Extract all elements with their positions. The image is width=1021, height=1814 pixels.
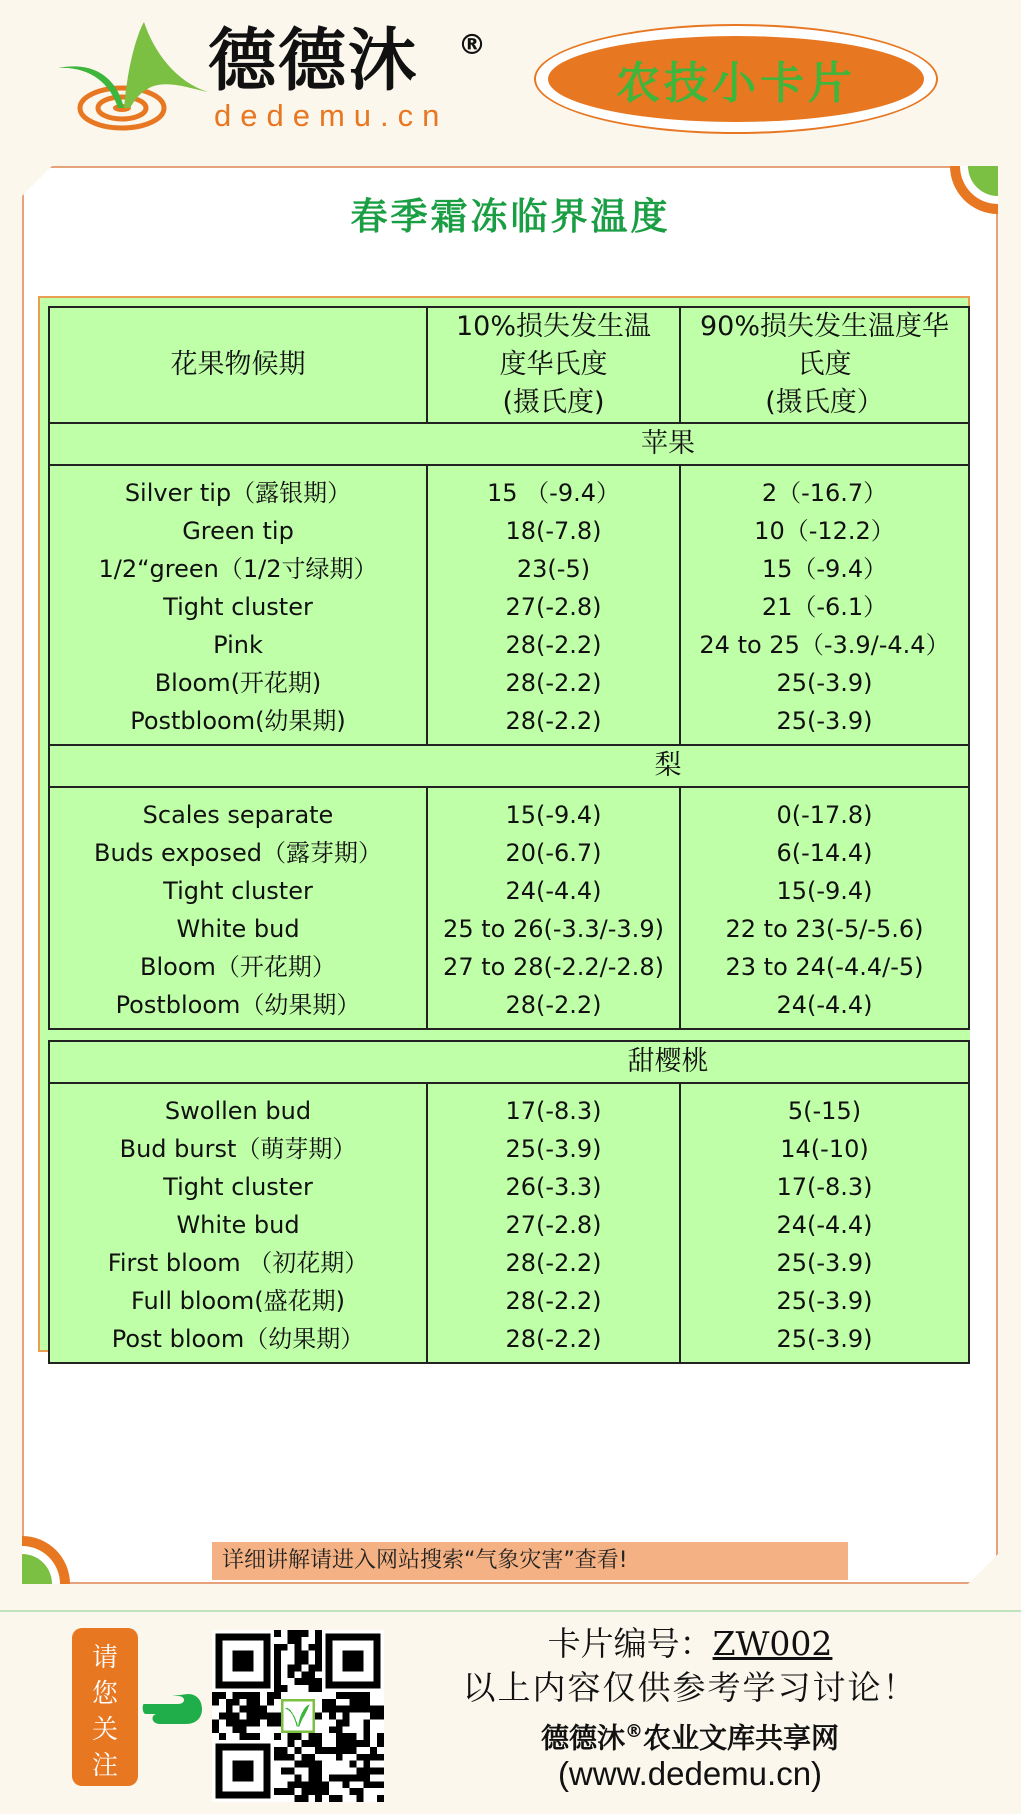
site-suffix: 农业文库共享网 (643, 1721, 840, 1755)
stage-cell: Scales separate (49, 787, 427, 834)
header-stage: 花果物候期 (49, 307, 427, 423)
stage-cell: Postbloom(幼果期) (49, 702, 427, 745)
qr-code[interactable] (212, 1630, 384, 1802)
loss-10-cell: 28(-2.2) (427, 664, 680, 702)
loss-10-cell: 18(-7.8) (427, 512, 680, 550)
header-90-line: 氏度 (797, 349, 852, 380)
follow-label-char: 您 (91, 1679, 118, 1709)
table-row (49, 1320, 969, 1363)
loss-10-cell: 27(-2.8) (427, 588, 680, 626)
loss-10-cell: 25 to 26(-3.3/-3.9) (427, 910, 680, 948)
brand-name: 德德沐 (208, 22, 419, 101)
site-registered-mark: ® (625, 1721, 643, 1742)
card-number-label: 卡片编号： (547, 1624, 713, 1663)
stage-cell: Tight cluster (49, 872, 427, 910)
stage-cell: Postbloom（幼果期） (49, 986, 427, 1029)
site-brand: 德德沐 (540, 1721, 625, 1755)
loss-90-cell: 15（-9.4） (680, 550, 969, 588)
frost-temperature-table (48, 306, 970, 1364)
table-row (49, 588, 969, 626)
header-10-line: (摄氏度) (502, 387, 605, 418)
loss-90-cell: 25(-3.9) (680, 702, 969, 745)
loss-10-cell: 25(-3.9) (427, 1130, 680, 1168)
loss-90-cell: 25(-3.9) (680, 1244, 969, 1282)
table-row (49, 465, 969, 512)
stage-cell: Pink (49, 626, 427, 664)
loss-10-cell: 15 （-9.4） (427, 465, 680, 512)
stage-cell: Tight cluster (49, 588, 427, 626)
loss-90-cell: 0(-17.8) (680, 787, 969, 834)
loss-90-cell: 24(-4.4) (680, 1206, 969, 1244)
table-row (49, 834, 969, 872)
section-gap (49, 1029, 969, 1041)
brand-url: dedemu.cn (214, 98, 449, 133)
loss-10-cell: 17(-8.3) (427, 1083, 680, 1130)
loss-90-cell: 23 to 24(-4.4/-5) (680, 948, 969, 986)
loss-10-cell: 28(-2.2) (427, 1320, 680, 1363)
frost-temperature-table-container (38, 296, 970, 1352)
badge-label: 农技小卡片 (616, 58, 856, 109)
table-row (49, 986, 969, 1029)
site-url[interactable]: (www.dedemu.cn) (557, 1755, 823, 1792)
table-row (49, 1244, 969, 1282)
loss-10-cell: 28(-2.2) (427, 1244, 680, 1282)
header-10-line: 10%损失发生温 (455, 311, 651, 342)
header-90-line: 90%损失发生温度华 (699, 311, 949, 342)
footnote: 详细讲解请进入网站搜索“气象灾害”查看! (212, 1542, 848, 1580)
loss-90-cell: 17(-8.3) (680, 1168, 969, 1206)
footer-divider (0, 1610, 1021, 1612)
section-name: 甜樱桃 (49, 1041, 969, 1083)
stage-cell: Full bloom(盛花期) (49, 1282, 427, 1320)
follow-label (72, 1628, 138, 1786)
table-row (49, 512, 969, 550)
stage-cell: 1/2“green（1/2寸绿期） (49, 550, 427, 588)
card-type-badge (534, 24, 938, 134)
table-row (49, 1083, 969, 1130)
stage-cell: Green tip (49, 512, 427, 550)
loss-10-cell: 26(-3.3) (427, 1168, 680, 1206)
follow-label-char: 请 (91, 1643, 118, 1673)
section-header-row (49, 423, 969, 465)
section-name: 梨 (49, 745, 969, 787)
stage-cell: Tight cluster (49, 1168, 427, 1206)
stage-cell: White bud (49, 910, 427, 948)
header-10-line: 度华氏度 (499, 349, 608, 380)
section-header-row (49, 1041, 969, 1083)
stage-cell: Post bloom（幼果期） (49, 1320, 427, 1363)
header-10-percent (427, 307, 680, 423)
stage-cell: Bud burst（萌芽期） (49, 1130, 427, 1168)
stage-cell: White bud (49, 1206, 427, 1244)
stage-cell: First bloom （初花期） (49, 1244, 427, 1282)
table-row (49, 787, 969, 834)
pointing-hand-icon (142, 1690, 206, 1728)
stage-cell: Bloom(开花期) (49, 664, 427, 702)
stage-cell: Silver tip（露银期） (49, 465, 427, 512)
loss-10-cell: 23(-5) (427, 550, 680, 588)
loss-10-cell: 27(-2.8) (427, 1206, 680, 1244)
loss-90-cell: 22 to 23(-5/-5.6) (680, 910, 969, 948)
loss-10-cell: 28(-2.2) (427, 1282, 680, 1320)
loss-90-cell: 24(-4.4) (680, 986, 969, 1029)
stage-cell: Swollen bud (49, 1083, 427, 1130)
corner-decoration-bottom-left (22, 1536, 70, 1584)
header-90-percent (680, 307, 969, 423)
header-90-line: (摄氏度） (765, 387, 884, 418)
card-title: 春季霜冻临界温度 (350, 195, 671, 238)
table-header-row (49, 307, 969, 423)
table-row (49, 1130, 969, 1168)
card-number-value: ZW002 (712, 1624, 833, 1663)
disclaimer: 以上内容仅供参考学习讨论！ (462, 1668, 918, 1707)
loss-10-cell: 24(-4.4) (427, 872, 680, 910)
loss-90-cell: 25(-3.9) (680, 664, 969, 702)
table-row (49, 910, 969, 948)
loss-90-cell: 21（-6.1） (680, 588, 969, 626)
loss-90-cell: 25(-3.9) (680, 1282, 969, 1320)
loss-90-cell: 10（-12.2） (680, 512, 969, 550)
stage-cell: Buds exposed（露芽期） (49, 834, 427, 872)
table-row (49, 626, 969, 664)
table-row (49, 702, 969, 745)
loss-10-cell: 28(-2.2) (427, 986, 680, 1029)
section-name: 苹果 (49, 423, 969, 465)
loss-90-cell: 24 to 25（-3.9/-4.4） (680, 626, 969, 664)
registered-mark: ® (458, 28, 486, 61)
table-row (49, 872, 969, 910)
section-header-row (49, 745, 969, 787)
loss-90-cell: 6(-14.4) (680, 834, 969, 872)
loss-90-cell: 25(-3.9) (680, 1320, 969, 1363)
loss-90-cell: 2（-16.7） (680, 465, 969, 512)
dedemu-logo-icon (58, 22, 208, 140)
table-row (49, 1168, 969, 1206)
follow-label-char: 关 (91, 1715, 118, 1745)
table-row (49, 664, 969, 702)
follow-label-char: 注 (91, 1751, 118, 1781)
section-gap-cell (49, 1029, 969, 1041)
loss-90-cell: 15(-9.4) (680, 872, 969, 910)
table-row (49, 1282, 969, 1320)
stage-cell: Bloom（开花期） (49, 948, 427, 986)
loss-90-cell: 5(-15) (680, 1083, 969, 1130)
loss-10-cell: 15(-9.4) (427, 787, 680, 834)
loss-10-cell: 28(-2.2) (427, 702, 680, 745)
loss-10-cell: 27 to 28(-2.2/-2.8) (427, 948, 680, 986)
table-row (49, 948, 969, 986)
table-row (49, 1206, 969, 1244)
table-row (49, 550, 969, 588)
loss-10-cell: 20(-6.7) (427, 834, 680, 872)
loss-10-cell: 28(-2.2) (427, 626, 680, 664)
card-number (420, 1622, 960, 1666)
loss-90-cell: 14(-10) (680, 1130, 969, 1168)
